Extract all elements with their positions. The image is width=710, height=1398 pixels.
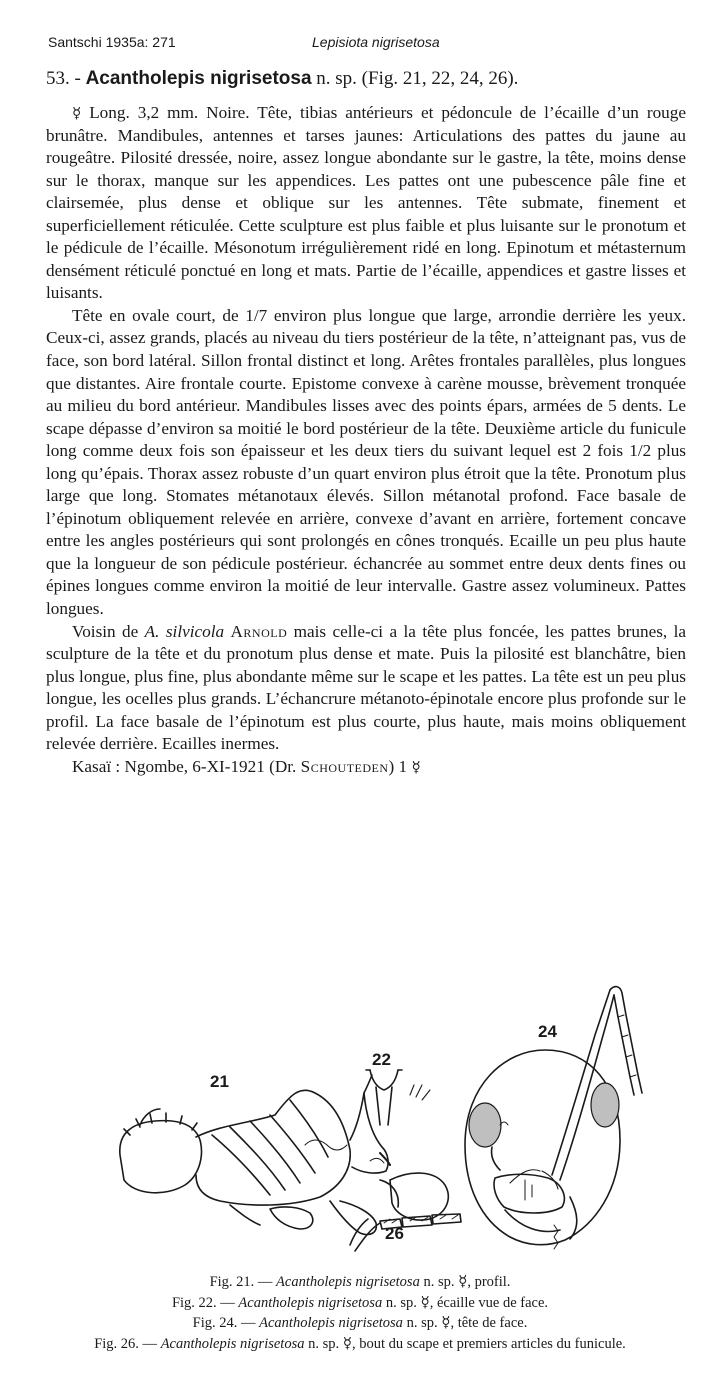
caption-fig-22 [40,1293,680,1314]
collector-name: Schouteden [300,756,389,776]
caption-fig-26 [40,1334,680,1355]
paragraph-text: Long. 3,2 mm. Noire. Tête, tibias antérieurs et pédoncule de l’écaille d’un rouge brunâtre. Mandibules, antennes et tarses jaunes: Articulations des pattes du jaune au rougeâtre. Pilosité dressée, noire, assez longue abondante sur le gastre, la tête, moins dense sur le thorax, manque sur les appendices. Les pattes ont une pubescence pâle fine et clairsemée, plus dense et oblique sur les antennes. Tête submate, finement et superficiellement réticulée. Cette sculpture est plus faible et plus luisante sur le pronotum et le pédicule de l’écaille. Mésonotum irrégulièrement ridé en long. Epinotum et métasternum densément réticulé ponctué en long et mats. Partie de l’écaille, appendices et gastre lisses et luisants. [46,103,686,303]
caption-suffix: , tête de face. [450,1315,528,1331]
locality-text: Kasaï : Ngombe, 6-XI-1921 (Dr. [72,756,297,776]
worker-symbol: ☿ [420,1292,430,1311]
worker-symbol: ☿ [441,1313,451,1331]
caption-prefix: Fig. 26. — [94,1335,158,1352]
caption-species: Acantholepis nigrisetosa [160,1335,305,1352]
caption-fig-24 [40,1313,680,1334]
paragraph-material [46,756,686,779]
compared-species: A. silvicola [144,621,225,641]
paragraph-text: mais celle-ci a la tête plus foncée, les pattes brunes, la sculpture de la tête et du pronotum plus dense et mate. Puis la pilosité est blanchâtre, bien plus longue, plus fine, plus abondante même sur le scape et les pattes. La tête est un peu plus longue, les ocelles plus grands. L’échancrure métanoto-épinotale encore plus profonde sur le profil. La face basale de l’épinotum est plus courte, plus haute, mais moins obliquement relevée derrière. Ecailles inermes. [46,621,686,754]
caption-suffix: , bout du scape et premiers articles du funicule. [351,1335,626,1352]
worker-symbol: ☿ [72,104,82,122]
paragraph-worker-description [46,102,686,305]
species-number: 53. - [46,68,81,89]
species-heading [46,68,686,90]
paragraph-text: Tête en ovale court, de 1/7 environ plus longue que large, arrondie derrière les yeux. Ceux-ci, assez grands, placés au niveau du tiers postérieur de la tête, n’atteignant pas, vus de face, son bord latéral. Sillon frontal distinct et long. Arêtes frontales parallèles, plus longues que distantes. Aire frontale courte. Epistome convexe à carène mousse, brèvement tronquée au milieu du bord antérieur. Mandibules lisses avec des points épars, armées de 5 dents. Le scape dépasse d’environ sa moitié le bord postérieur de la tête. Deuxième article du funicule long comme deux fois son épaisseur et les deux tiers du suivant lequel est 2 fois 1/2 plus long qu’épais. Thorax assez robuste d’un quart environ plus étroit que la tête. Pronotum plus large que long. Stomates métanotaux élevés. Sillon métanotal profond. Face basale de l’épinotum obliquement relevée en arrière, convexe d’avant en arrière, fortement concave entre les angles postérieurs qui sont prolongés en cônes tronqués. Ecaille un peu plus haute que la longueur de son pédicule postérieur. échancrée au sommet entre deux dents fines ou épines longues comme environ la moitié de leur intervalle. Gastre assez volumineux. Pattes longues. [46,305,686,619]
running-title: Lepisiota nigrisetosa [312,34,440,50]
figure-drawings [100,975,680,1275]
figure-plate [100,975,680,1275]
worker-symbol: ☿ [411,757,421,776]
compared-author: Arnold [230,621,288,641]
caption-prefix: Fig. 24. — [192,1315,256,1331]
caption-fig-21 [40,1272,680,1293]
figure-captions [40,1272,680,1354]
species-heading-rest: n. sp. (Fig. 21, 22, 24, 26). [316,68,519,89]
caption-species: Acantholepis nigrisetosa [276,1274,420,1290]
caption-species: Acantholepis nigrisetosa [238,1294,383,1311]
description-body [46,102,686,778]
caption-suffix: , profil. [467,1274,511,1290]
paragraph-head-description [46,305,686,621]
caption-mid: n. sp. [406,1315,438,1331]
caption-mid: n. sp. [423,1274,455,1290]
caption-prefix: Fig. 21. — [209,1274,273,1290]
caption-mid: n. sp. [385,1294,417,1311]
species-name: Acantholepis nigrisetosa [85,68,312,89]
citation: Santschi 1935a: 271 [48,34,176,50]
worker-symbol: ☿ [458,1272,468,1290]
caption-prefix: Fig. 22. — [171,1294,235,1311]
caption-species: Acantholepis nigrisetosa [259,1315,403,1331]
profile-drawing [120,1075,448,1235]
page-header [48,34,668,54]
paragraph-text: Voisin de [72,621,139,641]
caption-mid: n. sp. [308,1335,340,1352]
fig-label-22: 22 [372,1050,391,1069]
worker-symbol: ☿ [342,1333,352,1352]
paragraph-comparison [46,621,686,756]
fig-label-24: 24 [538,1022,557,1041]
specimen-count: ) 1 [388,756,408,776]
caption-suffix: , écaille vue de face. [429,1294,549,1311]
scape-tip-drawing [350,1214,461,1251]
fig-label-26: 26 [385,1224,404,1243]
fig-label-21: 21 [210,1072,229,1091]
